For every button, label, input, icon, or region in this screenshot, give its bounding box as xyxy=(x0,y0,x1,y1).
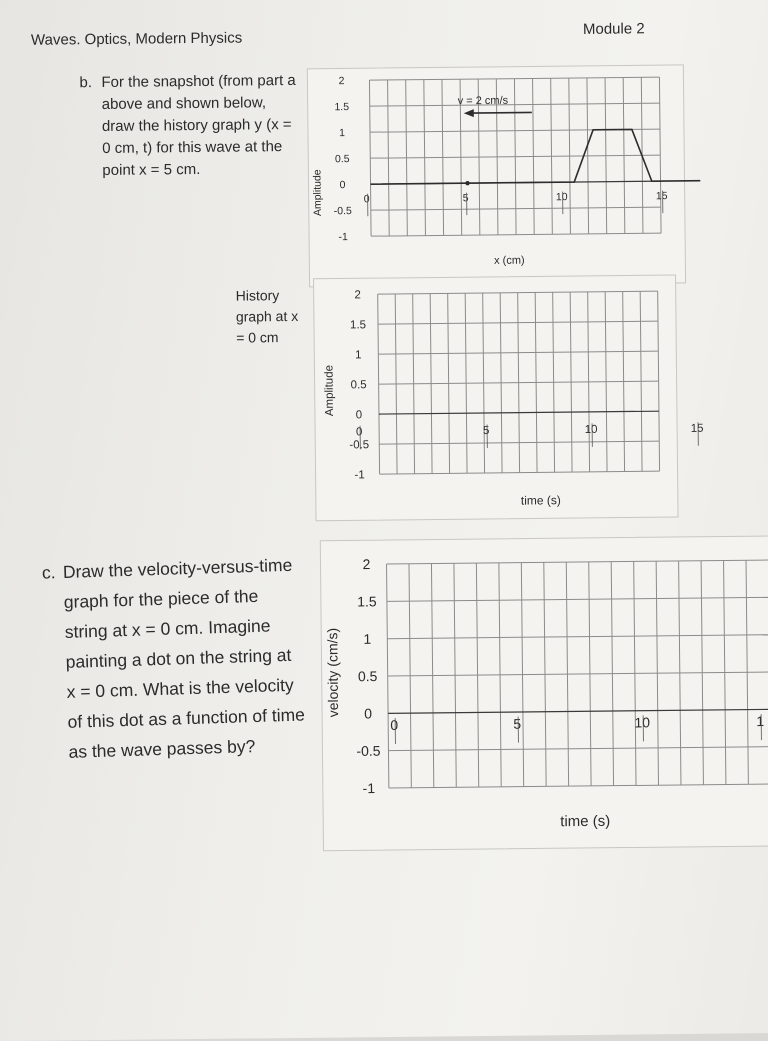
question-b-letter: b. xyxy=(79,72,92,94)
x-tick-label: 10 xyxy=(585,424,598,436)
y-tick-label: 2 xyxy=(354,289,361,301)
velocity-annotation: v = 2 cm/s xyxy=(458,95,509,108)
y-tick-label: -0.5 xyxy=(356,743,381,759)
x-tick-label: 1 xyxy=(756,713,764,729)
y-tick-label: -0.5 xyxy=(349,439,369,451)
y-tick-label: 0.5 xyxy=(358,668,378,684)
x-tick-label: 10 xyxy=(634,714,650,730)
snapshot-graph xyxy=(307,65,685,287)
y-tick-label: 0.5 xyxy=(351,379,367,391)
arrow-shaft xyxy=(472,112,532,113)
question-c-text: Draw the velocity-versus-time graph for the piece of the string at x = 0 cm. Imagine painting a dot on the string at x = 0 cm. What is the velocity of this dot as a function of time as the wave passes by? xyxy=(62,549,307,766)
y-tick-label: 1 xyxy=(339,127,345,139)
x-tick-label: 10 xyxy=(556,191,568,203)
y-tick-label: 0 xyxy=(340,179,346,191)
y-tick-label: 0 xyxy=(356,409,363,421)
snapshot-y-axis-label: Amplitude xyxy=(311,169,323,216)
question-b-text: For the snapshot (from part a above and shown below, draw the history graph y (x = 0 cm, t) for this wave at the point x = 5 cm. xyxy=(101,70,300,182)
y-tick-label: 2 xyxy=(338,75,344,87)
y-tick-label: 0.5 xyxy=(335,153,350,165)
question-c-letter: c. xyxy=(41,557,56,587)
history-graph-caption: History graph at x = 0 cm xyxy=(236,285,307,349)
y-tick-label: -1 xyxy=(363,780,376,796)
x-tick-label: 5 xyxy=(463,192,469,204)
history-graph xyxy=(314,275,679,521)
velocity-y-axis-label: velocity (cm/s) xyxy=(324,628,341,718)
history-y-axis-label: Amplitude xyxy=(323,365,336,416)
header-title: Waves. Optics, Modern Physics xyxy=(31,30,242,49)
question-c xyxy=(41,549,307,767)
x-tick-label: 0 xyxy=(390,717,398,733)
velocity-x-axis-label: time (s) xyxy=(560,813,610,831)
history-x-axis-label: time (s) xyxy=(521,493,561,507)
x-tick-label: 0 xyxy=(356,426,363,438)
y-tick-label: 2 xyxy=(363,556,371,572)
y-tick-label: 1.5 xyxy=(350,319,366,331)
x-tick-label: 5 xyxy=(513,716,521,732)
question-b xyxy=(79,70,300,182)
y-tick-label: 1 xyxy=(363,631,371,647)
y-tick-label: -1 xyxy=(338,231,348,243)
y-tick-label: 1.5 xyxy=(357,593,377,609)
velocity-graph xyxy=(320,536,768,851)
x-tick-label: 15 xyxy=(656,190,668,202)
x-tick-label: 5 xyxy=(483,425,490,437)
y-tick-label: 1.5 xyxy=(334,101,349,113)
y-tick-label: -0.5 xyxy=(334,205,352,217)
y-tick-label: 0 xyxy=(364,705,372,721)
module-label: Module 2 xyxy=(583,20,645,38)
x-tick-label: 15 xyxy=(691,423,704,435)
snapshot-x-axis-label: x (cm) xyxy=(494,255,525,267)
x-tick-label: 0 xyxy=(364,193,370,205)
y-tick-label: -1 xyxy=(354,469,364,481)
y-tick-label: 1 xyxy=(355,349,362,361)
